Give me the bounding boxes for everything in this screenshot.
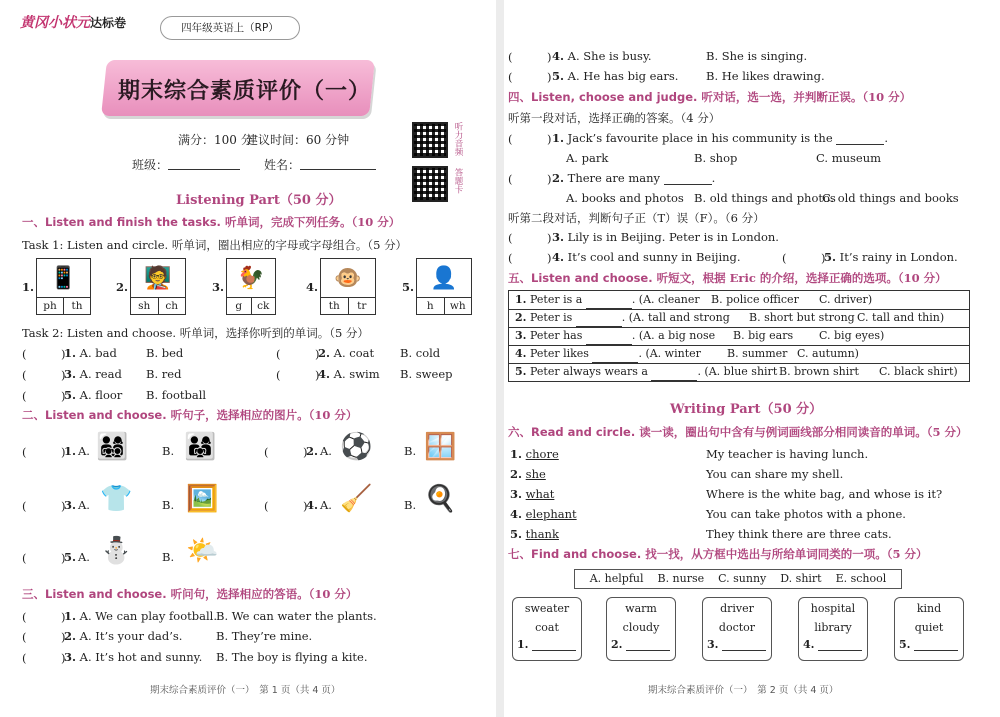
brand-logo: 黄冈小状元 [20,15,90,31]
class-field[interactable] [168,156,240,170]
answer-blank[interactable] [914,639,958,651]
choice-table [508,290,970,382]
sentence[interactable]: Where is the white bag, and whose is it? [706,487,943,501]
choice-a[interactable]: sh [138,300,151,312]
option-b: B. He likes drawing. [706,69,825,83]
question-text: 3. Lily is in Beijing. Peter is in London. [552,230,779,244]
table-row: 2. Peter is . (A. tall and strong B. short but strong C. tall and thin) [509,309,969,328]
word-box-2: warm cloudy 2. [606,597,676,661]
pic-num: 4. [306,280,319,294]
option-b-label: B. [162,550,175,564]
sentence[interactable]: You can share my shell. [706,467,844,481]
answer-bracket[interactable]: ( ) [276,368,320,382]
answer-bracket[interactable]: ( ) [22,610,66,624]
list-item: 4. A. She is busy. [552,49,652,63]
page-gutter [496,0,504,717]
window-picture[interactable]: 🪟 [424,432,457,462]
answer-blank[interactable] [626,639,670,651]
question-text: 5. It’s rainy in London. [824,250,958,264]
answer-bracket[interactable]: ( ) [264,445,308,459]
sentence[interactable]: You can take photos with a phone. [706,507,906,521]
page-footer: 期末综合素质评价（一） 第 2 页（共 4 页） [648,685,839,696]
list-item: 5. A. floor [64,388,123,402]
sentence[interactable]: My teacher is having lunch. [706,447,869,461]
question-num: 2. [306,444,319,458]
option-a: A. park [566,151,609,165]
photo-picture[interactable]: 🖼️ [186,484,219,514]
option-a-label: A. [320,498,332,512]
table-row: 1. Peter is a . (A. cleaner B. police officer C. driver) [509,291,969,310]
pic-num: 1. [22,280,35,294]
option-b: B. She is singing. [706,49,808,63]
list-item: 5. A. He has big ears. [552,69,679,83]
list-item: 4. A. swim [318,367,380,381]
question-text: 1. Jack’s favourite place in his community is the . [552,131,888,145]
answer-bracket[interactable]: ( ) [22,499,66,513]
answer-bracket[interactable]: ( ) [22,630,66,644]
pic-num: 2. [116,280,129,294]
option-b: B. football [146,388,207,402]
option-b: B. bed [146,346,184,360]
letter-picture-5 [416,258,472,315]
example-word: 5. thank [510,527,559,541]
grade-label: 四年级英语上（RP） [160,16,300,40]
time-label: 建议时间：60 分钟 [246,133,350,147]
dialogue-1-instruction: 听第一段对话，选择正确的答案。（4 分） [508,111,721,125]
answer-bracket[interactable]: ( ) [22,389,66,403]
section-6-heading: 六、Read and circle. 读一读，圈出句中含有与例词画线部分相同读音的单词。（5 分） [508,425,968,439]
choice-b[interactable]: wh [444,298,472,314]
option-a: A. books and photos [566,191,684,205]
weather-picture[interactable]: 🌤️ [186,536,219,566]
answer-bracket[interactable]: ( ) [22,551,66,565]
option-a-label: A. [78,550,90,564]
pic-num: 5. [402,280,415,294]
section-4-heading: 四、Listen, choose and judge. 听对话，选一选，并判断正误。（10 分） [508,90,912,104]
answer-bracket[interactable]: ( ) [782,251,826,265]
choice-a[interactable]: h [426,300,434,312]
writing-part-title: Writing Part（50 分） [670,402,823,417]
example-word: 4. elephant [510,507,577,521]
option-b: B. sweep [400,367,453,381]
family-picture[interactable]: 👨‍👩‍👧 [184,432,217,462]
letter-picture-3 [226,258,276,315]
section-7-heading: 七、Find and choose. 找一找，从方框中选出与所给单词同类的一项。（5 分） [508,547,928,561]
option-c: C. old things and books [822,191,959,205]
listening-part-title: Listening Part（50 分） [176,193,342,208]
question-num: 3. [64,498,77,512]
answer-blank[interactable] [722,639,766,651]
option-b-label: B. [162,444,175,458]
option-b: B. old things and photos [694,191,836,205]
option-b-label: B. [404,444,417,458]
table-row: 3. Peter has . (A. a big nose B. big ears C. big eyes) [509,327,969,346]
answer-bracket[interactable]: ( ) [22,368,66,382]
option-c: C. museum [816,151,882,165]
letter-picture-4 [320,258,376,315]
qr-label-answer: 答题卡 [453,168,463,194]
table-row: 5. Peter always wears a . (A. blue shirt B. brown shirt C. black shirt) [509,363,969,382]
choice-b[interactable]: ck [251,298,276,314]
word-box-4: hospital library 4. [798,597,868,661]
option-b: B. We can water the plants. [216,609,377,623]
choice-a[interactable]: g [235,300,243,312]
section-2-heading: 二、Listen and choose. 听句子，选择相应的图片。（10 分） [22,408,358,422]
list-item: 2. A. It’s your dad’s. [64,629,183,643]
word-box-5: kind quiet 5. [894,597,964,661]
list-item: 1. A. We can play football. [64,609,217,623]
bird-icon: 🐓 [237,265,265,291]
section-1-heading: 一、Listen and finish the tasks. 听单词，完成下列任务。（10 分） [22,215,401,229]
answer-bracket[interactable]: ( ) [276,347,320,361]
question-num: 1. [64,444,77,458]
qr-code-audio[interactable] [412,122,448,158]
option-b: B. shop [694,151,738,165]
answer-bracket[interactable]: ( ) [508,251,552,265]
option-b: B. The boy is flying a kite. [216,650,368,664]
question-text: 4. It’s cool and sunny in Beijing. [552,250,741,264]
qr-label-audio: 听力音频 [453,122,463,156]
answer-blank[interactable] [532,639,576,651]
choice-b[interactable]: tr [348,298,376,314]
sweeping-picture[interactable]: 🧹 [340,484,373,514]
example-word: 2. she [510,467,546,481]
section-5-heading: 五、Listen and choose. 听短文，根据 Eric 的介绍，选择正确的选项。（10 分） [508,271,947,285]
person-icon: 👤 [430,265,458,291]
page-2 [504,0,1000,717]
answer-bracket[interactable]: ( ) [22,445,66,459]
teacher-icon: 🧑‍🏫 [144,265,172,291]
answer-bracket[interactable]: ( ) [508,172,552,186]
answer-bracket[interactable]: ( ) [264,499,308,513]
option-b: B. red [146,367,182,381]
dialogue-2-instruction: 听第二段对话，判断句子正（T）误（F）。（6 分） [508,211,765,225]
answer-bracket[interactable]: ( ) [508,231,552,245]
section-3-heading: 三、Listen and choose. 听问句，选择相应的答语。（10 分） [22,587,358,601]
answer-bracket[interactable]: ( ) [508,50,552,64]
option-b-label: B. [162,498,175,512]
question-text: 2. There are many . [552,171,716,185]
list-item: 3. A. It’s hot and sunny. [64,650,203,664]
score-label: 满分：100 分 [178,133,253,147]
example-word: 3. what [510,487,555,501]
list-item: 2. A. coat [318,346,375,360]
class-label: 班级： [132,158,169,172]
choice-a[interactable]: ph [43,300,57,312]
snowman-picture[interactable]: ⛄ [100,536,133,566]
answer-bracket[interactable]: ( ) [508,132,552,146]
page-footer: 期末综合素质评价（一） 第 1 页（共 4 页） [150,685,341,696]
brand-subtitle: 达标卷 [90,16,127,30]
choice-b[interactable]: th [63,298,90,314]
answer-blank[interactable] [818,639,862,651]
list-item: 3. A. read [64,367,122,381]
pic-num: 3. [212,280,225,294]
answer-bracket[interactable]: ( ) [22,347,66,361]
cooking-picture[interactable]: 🍳 [424,484,457,514]
option-b: B. cold [400,346,441,360]
option-b-label: B. [404,498,417,512]
option-a-label: A. [78,444,90,458]
answer-bracket[interactable]: ( ) [22,651,66,665]
word-box-1: sweater coat 1. [512,597,582,661]
letter-picture-1 [36,258,91,315]
choice-a[interactable]: th [328,300,340,312]
option-a-label: A. [320,444,332,458]
exam-title: 期末综合素质评价（一） [118,79,372,104]
question-num: 4. [306,498,319,512]
football-picture[interactable]: ⚽ [340,432,373,462]
sentence[interactable]: They think there are three cats. [706,527,892,541]
answer-bracket[interactable]: ( ) [508,70,552,84]
options-box: A. helpful B. nurse C. sunny D. shirt E. school [574,569,902,589]
name-field[interactable] [300,156,376,170]
letter-picture-2 [130,258,186,315]
task-2-instruction: Task 2: Listen and choose. 听单词，选择你听到的单词。（5 分） [22,326,369,340]
example-word: 1. chore [510,447,559,461]
choice-b[interactable]: ch [158,298,186,314]
question-num: 5. [64,550,77,564]
name-label: 姓名： [264,158,301,172]
phone-icon: 📱 [49,265,78,291]
word-box-3: driver doctor 3. [702,597,772,661]
list-item: 1. A. bad [64,346,117,360]
page-1 [0,0,496,717]
task-1-instruction: Task 1: Listen and circle. 听单词，圈出相应的字母或字母组合。（5 分） [22,238,408,252]
family-picture[interactable]: 👨‍👩‍👧‍👦 [96,432,129,462]
table-row: 4. Peter likes . (A. winter B. summer C. autumn) [509,345,969,364]
qr-code-answer[interactable] [412,166,448,202]
option-a-label: A. [78,498,90,512]
option-b: B. They’re mine. [216,629,313,643]
monkey-icon: 🐵 [334,265,362,291]
clothes-picture[interactable]: 👕 [100,484,133,514]
